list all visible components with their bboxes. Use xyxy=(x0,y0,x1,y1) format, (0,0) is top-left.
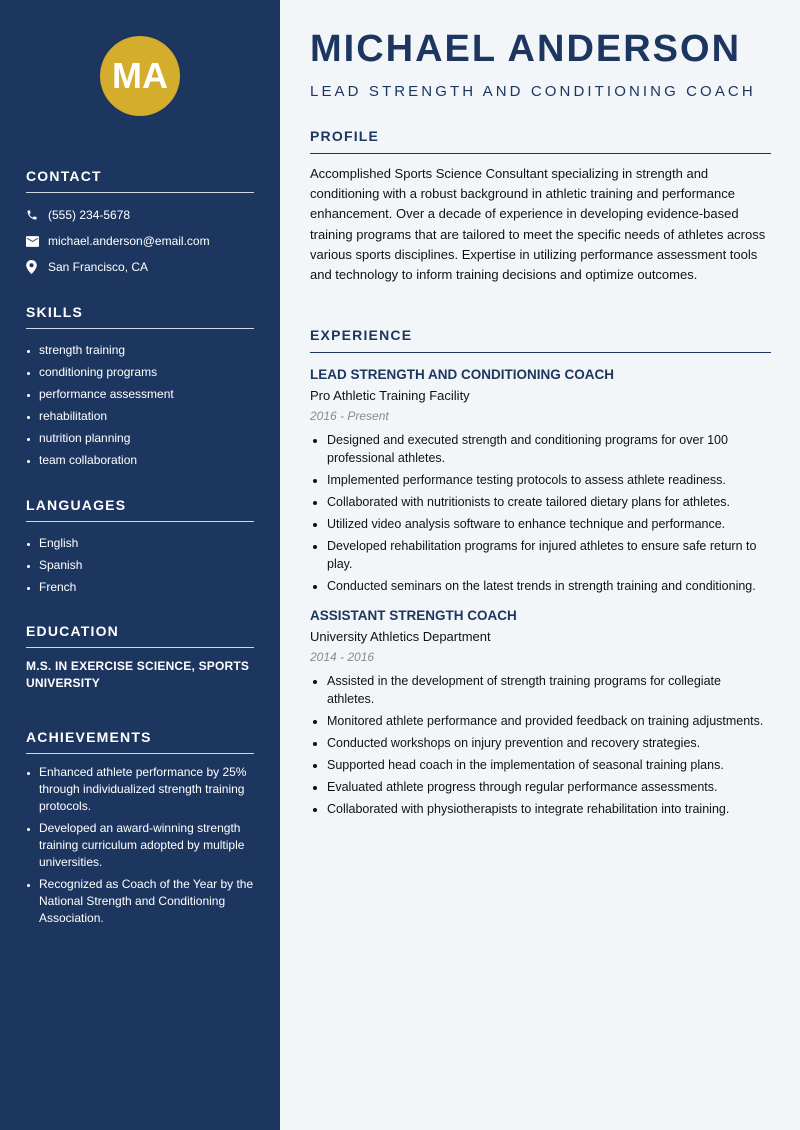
phone-text: (555) 234-5678 xyxy=(48,208,131,222)
job-bullets xyxy=(310,672,771,818)
experience-heading: EXPERIENCE xyxy=(310,327,771,353)
job-bullet: • Assisted in the development of strength training programs for collegiate athletes. xyxy=(327,672,771,708)
skills-list xyxy=(26,339,254,471)
education-degree: M.S. IN EXERCISE SCIENCE, SPORTS UNIVERSITY xyxy=(26,659,250,690)
language-item: • French xyxy=(39,576,254,598)
education-section xyxy=(26,623,254,692)
job-entry xyxy=(310,608,771,818)
job-entry xyxy=(310,367,771,595)
contact-section xyxy=(26,168,254,280)
profile-text: Accomplished Sports Science Consultant specializing in strength and conditioning with a robust background in athletic training and performance enhancement. Over a decade of experience in developing evidence-based training programs that are tailored to meet the specific needs of athletes across various sports disciplines. Expertise in utilizing performance assessment tools and technology to inform training decisions and optimize outcomes. xyxy=(310,166,766,283)
email-text: michael.anderson@email.com xyxy=(48,234,210,248)
candidate-title: LEAD STRENGTH AND CONDITIONING COACH xyxy=(310,83,756,100)
job-bullet: • Conducted workshops on injury prevention and recovery strategies. xyxy=(327,734,771,752)
skill-item: • nutrition planning xyxy=(39,427,254,449)
contact-list xyxy=(26,202,254,280)
languages-section xyxy=(26,497,254,598)
contact-location xyxy=(26,254,254,280)
achievement-item: • Enhanced athlete performance by 25% through individualized strength training protocols. xyxy=(39,764,254,815)
job-bullet: • Evaluated athlete progress through regular performance assessments. xyxy=(327,778,771,796)
skill-item: • performance assessment xyxy=(39,383,254,405)
languages-heading: LANGUAGES xyxy=(26,497,254,522)
achievements-section xyxy=(26,729,254,932)
contact-email xyxy=(26,228,254,254)
experience-section xyxy=(310,327,771,822)
avatar-initials: MA xyxy=(100,36,180,116)
languages-list xyxy=(26,532,254,598)
skills-section xyxy=(26,304,254,471)
achievements-heading: ACHIEVEMENTS xyxy=(26,729,254,754)
job-bullets xyxy=(310,431,771,595)
contact-heading: CONTACT xyxy=(26,168,254,193)
job-bullet: • Collaborated with physiotherapists to integrate rehabilitation into training. xyxy=(327,800,771,818)
skill-item: • conditioning programs xyxy=(39,361,254,383)
job-bullet: • Implemented performance testing protocols to assess athlete readiness. xyxy=(327,471,771,489)
job-company: Pro Athletic Training Facility xyxy=(310,388,470,403)
language-item: • Spanish xyxy=(39,554,254,576)
job-dates: 2016 - Present xyxy=(310,409,389,423)
location-pin-icon xyxy=(26,260,48,274)
profile-section xyxy=(310,128,771,285)
skill-item: • team collaboration xyxy=(39,449,254,471)
email-icon xyxy=(26,236,48,247)
profile-heading: PROFILE xyxy=(310,128,771,154)
job-bullet: • Designed and executed strength and conditioning programs for over 100 professional athletes. xyxy=(327,431,771,467)
job-bullet: • Conducted seminars on the latest trends in strength training and conditioning. xyxy=(327,577,771,595)
job-dates: 2014 - 2016 xyxy=(310,650,375,664)
skills-heading: SKILLS xyxy=(26,304,254,329)
phone-icon xyxy=(26,209,48,221)
job-company: University Athletics Department xyxy=(310,629,491,644)
job-bullet: • Monitored athlete performance and provided feedback on training adjustments. xyxy=(327,712,771,730)
skill-item: • rehabilitation xyxy=(39,405,254,427)
job-bullet: • Developed rehabilitation programs for injured athletes to ensure safe return to play. xyxy=(327,537,771,573)
job-bullet: • Supported head coach in the implementation of seasonal training plans. xyxy=(327,756,771,774)
location-text: San Francisco, CA xyxy=(48,260,149,274)
job-bullet: • Collaborated with nutritionists to create tailored dietary plans for athletes. xyxy=(327,493,771,511)
skill-item: • strength training xyxy=(39,339,254,361)
achievement-item: • Developed an award-winning strength training curriculum adopted by multiple universities. xyxy=(39,820,254,871)
achievements-list xyxy=(26,764,254,927)
language-item: • English xyxy=(39,532,254,554)
job-title: ASSISTANT STRENGTH COACH xyxy=(310,608,517,623)
candidate-name: MICHAEL ANDERSON xyxy=(310,28,742,70)
job-title: LEAD STRENGTH AND CONDITIONING COACH xyxy=(310,367,614,382)
education-heading: EDUCATION xyxy=(26,623,254,648)
contact-phone xyxy=(26,202,254,228)
achievement-item: • Recognized as Coach of the Year by the National Strength and Conditioning Association. xyxy=(39,876,254,927)
job-bullet: • Utilized video analysis software to enhance technique and performance. xyxy=(327,515,771,533)
sidebar xyxy=(0,0,280,1130)
